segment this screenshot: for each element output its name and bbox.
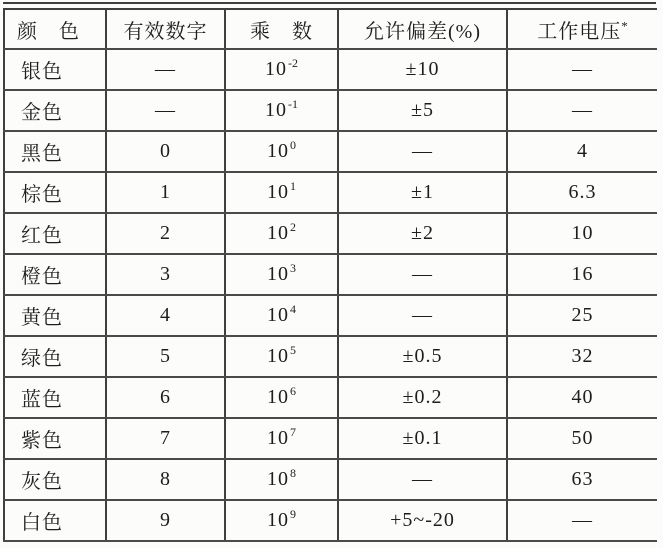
table-row [4, 90, 657, 131]
multiplier-exponent: -2 [288, 56, 298, 71]
resistor-color-code-table [3, 2, 656, 542]
cell-color-name: 蓝色 [4, 377, 106, 418]
cell-tolerance: ±0.2 [338, 377, 507, 418]
table-row [4, 500, 657, 541]
table-row [4, 172, 657, 213]
cell-multiplier [225, 90, 338, 131]
cell-significant-digit: 3 [106, 254, 225, 295]
multiplier-exponent: 9 [290, 507, 296, 522]
multiplier-base: 10 [267, 345, 289, 367]
cell-significant-digit: 6 [106, 377, 225, 418]
cell-significant-digit: 9 [106, 500, 225, 541]
table-row [4, 213, 657, 254]
cell-multiplier [225, 418, 338, 459]
cell-working-voltage: 32 [507, 336, 657, 377]
multiplier-base: 10 [267, 386, 289, 408]
table-row [4, 377, 657, 418]
cell-multiplier [225, 131, 338, 172]
table-header-row [4, 9, 657, 49]
cell-multiplier [225, 254, 338, 295]
column-header-color: 颜 色 [4, 9, 106, 49]
multiplier-exponent: 7 [290, 425, 296, 440]
multiplier-base: 10 [267, 427, 289, 449]
cell-significant-digit: — [106, 49, 225, 90]
cell-significant-digit: 1 [106, 172, 225, 213]
cell-multiplier [225, 295, 338, 336]
cell-working-voltage: 16 [507, 254, 657, 295]
column-header-tolerance: 允许偏差(%) [338, 9, 507, 49]
cell-tolerance: ±0.5 [338, 336, 507, 377]
cell-working-voltage: 4 [507, 131, 657, 172]
multiplier-exponent: 1 [290, 179, 296, 194]
cell-color-name: 黄色 [4, 295, 106, 336]
cell-working-voltage: 6.3 [507, 172, 657, 213]
cell-significant-digit: — [106, 90, 225, 131]
multiplier-base: 10 [265, 58, 287, 80]
cell-significant-digit: 4 [106, 295, 225, 336]
cell-color-name: 灰色 [4, 459, 106, 500]
cell-color-name: 红色 [4, 213, 106, 254]
cell-tolerance: — [338, 254, 507, 295]
column-header-multiplier: 乘 数 [225, 9, 338, 49]
cell-working-voltage: 25 [507, 295, 657, 336]
cell-tolerance: ±2 [338, 213, 507, 254]
cell-tolerance: — [338, 459, 507, 500]
footnote-marker: * [621, 17, 628, 33]
multiplier-exponent: 5 [290, 343, 296, 358]
cell-working-voltage: — [507, 49, 657, 90]
cell-significant-digit: 5 [106, 336, 225, 377]
cell-color-name: 橙色 [4, 254, 106, 295]
data-table [3, 8, 657, 542]
cell-significant-digit: 2 [106, 213, 225, 254]
multiplier-exponent: 6 [290, 384, 296, 399]
column-header-working-voltage [507, 9, 657, 49]
multiplier-exponent: 0 [290, 138, 296, 153]
multiplier-exponent: 3 [290, 261, 296, 276]
cell-working-voltage: 63 [507, 459, 657, 500]
cell-multiplier [225, 49, 338, 90]
cell-working-voltage: 50 [507, 418, 657, 459]
cell-color-name: 金色 [4, 90, 106, 131]
cell-tolerance: ±5 [338, 90, 507, 131]
table-row [4, 336, 657, 377]
table-row [4, 418, 657, 459]
cell-color-name: 紫色 [4, 418, 106, 459]
multiplier-base: 10 [265, 99, 287, 121]
cell-color-name: 棕色 [4, 172, 106, 213]
cell-tolerance: ±1 [338, 172, 507, 213]
multiplier-base: 10 [267, 509, 289, 531]
multiplier-base: 10 [267, 181, 289, 203]
cell-tolerance: ±10 [338, 49, 507, 90]
cell-color-name: 绿色 [4, 336, 106, 377]
cell-tolerance: — [338, 295, 507, 336]
multiplier-exponent: -1 [288, 97, 298, 112]
cell-significant-digit: 7 [106, 418, 225, 459]
multiplier-exponent: 8 [290, 466, 296, 481]
table-row [4, 459, 657, 500]
cell-working-voltage: 10 [507, 213, 657, 254]
cell-color-name: 银色 [4, 49, 106, 90]
cell-multiplier [225, 172, 338, 213]
cell-tolerance: +5~-20 [338, 500, 507, 541]
cell-color-name: 白色 [4, 500, 106, 541]
cell-multiplier [225, 336, 338, 377]
cell-significant-digit: 0 [106, 131, 225, 172]
table-row [4, 131, 657, 172]
multiplier-base: 10 [267, 140, 289, 162]
multiplier-base: 10 [267, 222, 289, 244]
cell-working-voltage: 40 [507, 377, 657, 418]
cell-tolerance: — [338, 131, 507, 172]
cell-tolerance: ±0.1 [338, 418, 507, 459]
multiplier-base: 10 [267, 263, 289, 285]
multiplier-base: 10 [267, 304, 289, 326]
cell-working-voltage: — [507, 90, 657, 131]
cell-multiplier [225, 377, 338, 418]
cell-working-voltage: — [507, 500, 657, 541]
cell-multiplier [225, 459, 338, 500]
column-header-significant-digits: 有效数字 [106, 9, 225, 49]
table-row [4, 295, 657, 336]
multiplier-base: 10 [267, 468, 289, 490]
cell-multiplier [225, 500, 338, 541]
multiplier-exponent: 4 [290, 302, 296, 317]
multiplier-exponent: 2 [290, 220, 296, 235]
table-row [4, 49, 657, 90]
table-row [4, 254, 657, 295]
cell-multiplier [225, 213, 338, 254]
cell-color-name: 黑色 [4, 131, 106, 172]
working-voltage-label: 工作电压 [537, 20, 622, 43]
cell-significant-digit: 8 [106, 459, 225, 500]
